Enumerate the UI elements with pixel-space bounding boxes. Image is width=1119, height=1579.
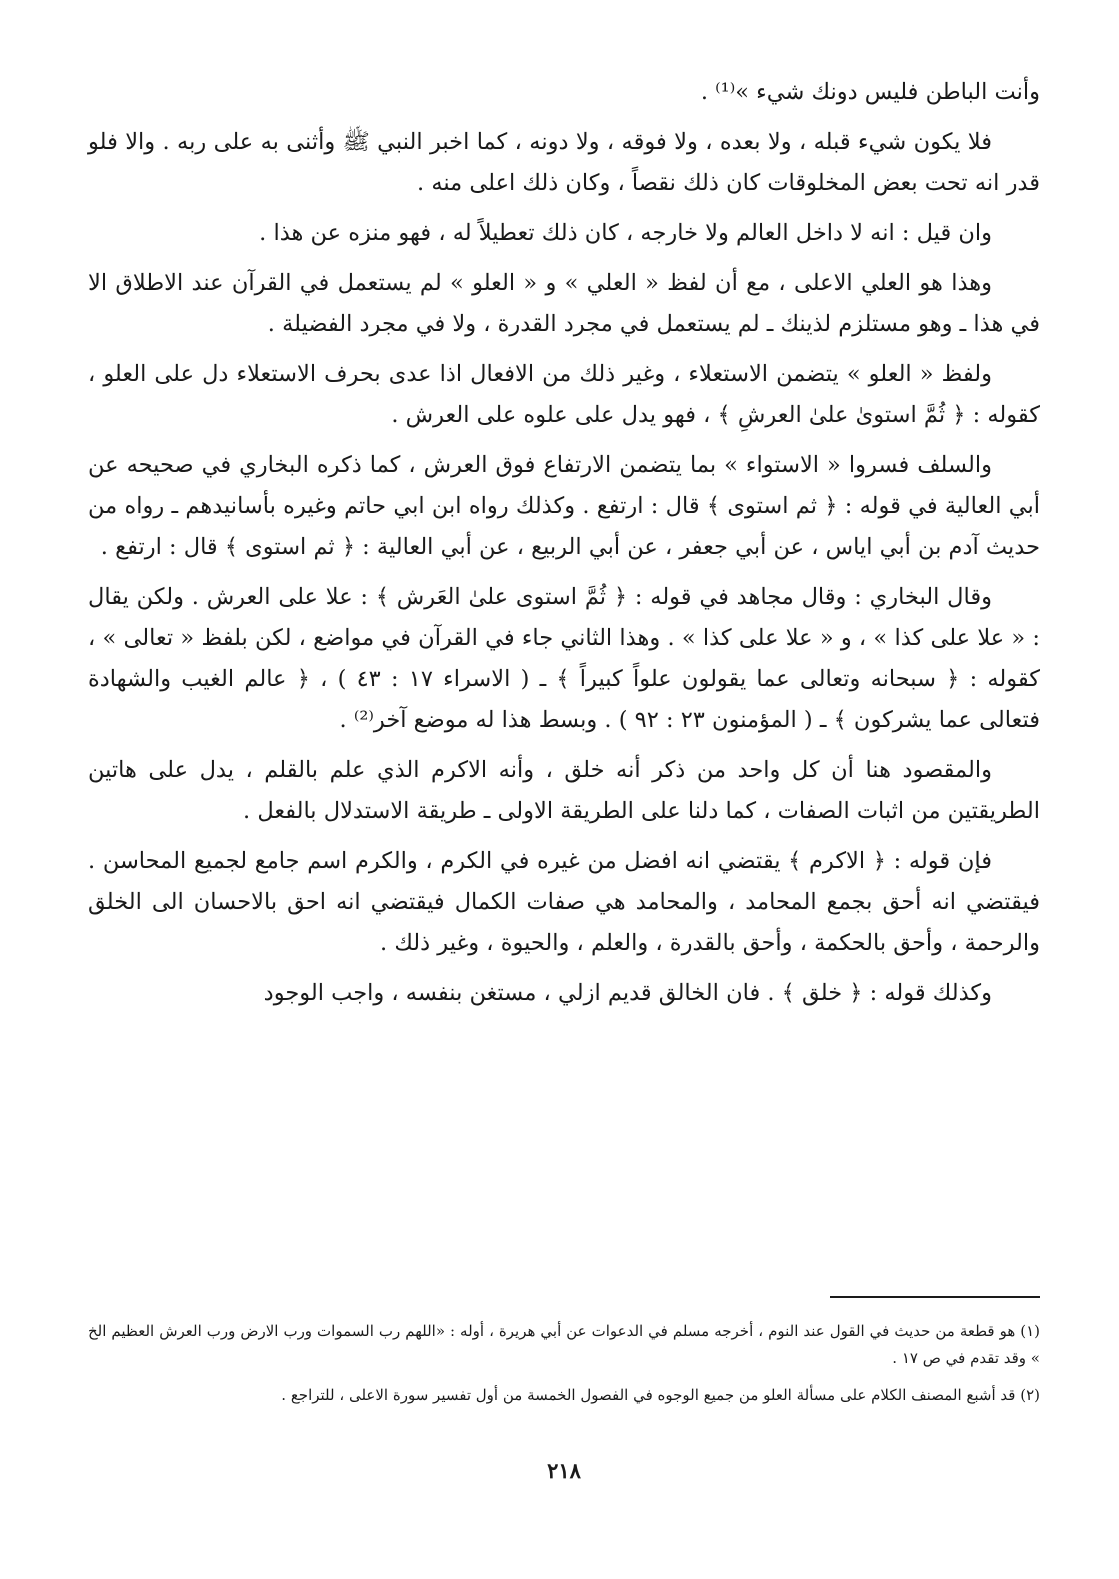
paragraph-2: فلا يكون شيء قبله ، ولا بعده ، ولا فوقه ، ولا دونه ، كما اخبر النبي ﷺ وأثنى به على ربه . والا فلو قدر انه تحت بعض المخلوقات كان ذلك نقصاً ، وكان ذلك اعلى منه .: [88, 129, 1040, 196]
paragraph-8: والمقصود هنا أن كل واحد من ذكر أنه خلق ، وأنه الاكرم الذي علم بالقلم ، يدل على هاتين الطريقتين من اثبات الصفات ، كما دلنا على الطريقة الاولى ـ طريقة الاستدلال بالفعل .: [88, 757, 1040, 824]
footnote-1: (١) هو قطعة من حديث في القول عند النوم ، أخرجه مسلم في الدعوات عن أبي هريرة ، أوله : «اللهم رب السموات ورب الارض ورب العرش العظيم الخ » وقد تقدم في ص ١٧ .: [88, 1322, 1040, 1367]
paragraph-9: فإن قوله : ﴿ الاكرم ﴾ يقتضي انه افضل من غيره في الكرم ، والكرم اسم جامع لجميع المحاسن . فيقتضي انه أحق بجمع المحامد ، والمحامد هي صفات الكمال فيقتضي انه احق بالاحسان الى الخلق والرحمة ، وأحق بالحكمة ، وأحق بالقدرة ، والعلم ، والحيوة ، وغير ذلك .: [88, 848, 1040, 956]
paragraph-4: وهذا هو العلي الاعلى ، مع أن لفظ « العلي » و « العلو » لم يستعمل في القرآن عند الاطلاق الا في هذا ـ وهو مستلزم لذينك ـ لم يستعمل في مجرد القدرة ، ولا في مجرد الفضيلة .: [88, 270, 1040, 337]
paragraph-10: وكذلك قوله : ﴿ خلق ﴾ . فان الخالق قديم ازلي ، مستغن بنفسه ، واجب الوجود: [263, 980, 992, 1006]
footnote-divider: [830, 1296, 1040, 1298]
paragraph-1: وأنت الباطن فليس دونك شيء »⁽¹⁾ .: [700, 79, 1040, 105]
paragraph-6: والسلف فسروا « الاستواء » بما يتضمن الارتفاع فوق العرش ، كما ذكره البخاري في صحيحه عن أبي العالية في قوله : ﴿ ثم استوى ﴾ قال : ارتفع . وكذلك رواه ابن ابي حاتم وغيره بأسانيدهم ـ رواه من حديث آدم بن أبي اياس ، عن أبي جعفر ، عن أبي الربيع ، عن أبي العالية : ﴿ ثم استوى ﴾ قال : ارتفع .: [88, 452, 1040, 560]
paragraph-5: ولفظ « العلو » يتضمن الاستعلاء ، وغير ذلك من الافعال اذا عدى بحرف الاستعلاء دل على العلو ، كقوله : ﴿ ثُمَّ استوىٰ علىٰ العرشِ ﴾ ، فهو يدل على علوه على العرش .: [88, 361, 1040, 428]
footnote-2: (٢) قد أشبع المصنف الكلام على مسألة العلو من جميع الوجوه في الفصول الخمسة من أول تفسير سورة الاعلى ، للتراجع .: [281, 1386, 1040, 1404]
footnotes: [88, 1318, 1040, 1419]
paragraph-3: وان قيل : انه لا داخل العالم ولا خارجه ، كان ذلك تعطيلاً له ، فهو منزه عن هذا .: [259, 220, 992, 246]
document-page: [88, 72, 1040, 1552]
page-number: ٢١٨: [547, 1458, 581, 1483]
paragraph-7: وقال البخاري : وقال مجاهد في قوله : ﴿ ثُمَّ استوى علىٰ العَرش ﴾ : علا على العرش . ولكن يقال : « علا على كذا » ، و « علا على كذا » . وهذا الثاني جاء في القرآن في مواضع ، لكن بلفظ « تعالى » ، كقوله : ﴿ سبحانه وتعالى عما يقولون علواً كبيراً ﴾ ـ ( الاسراء ١٧ : ٤٣ ) ، ﴿ عالم الغيب والشهادة فتعالى عما يشركون ﴾ ـ ( المؤمنون ٢٣ : ٩٢ ) . وبسط هذا له موضع آخر⁽²⁾ .: [88, 584, 1041, 733]
body-text: [88, 72, 1040, 1014]
